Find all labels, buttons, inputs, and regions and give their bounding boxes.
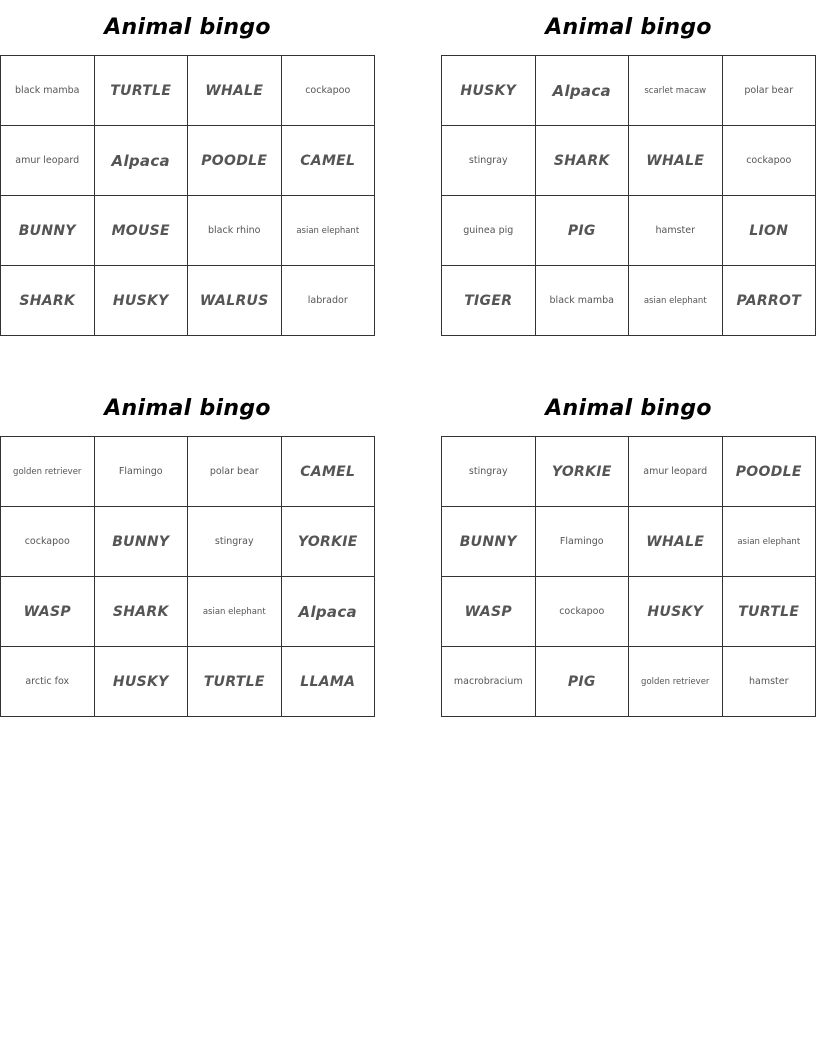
bingo-cell: HUSKY xyxy=(442,56,536,126)
bingo-cell: macrobracium xyxy=(442,647,536,717)
bingo-cell: hamster xyxy=(723,647,816,717)
card-title: Animal bingo xyxy=(545,396,712,421)
card-title: Animal bingo xyxy=(104,15,271,40)
bingo-grid xyxy=(441,436,816,717)
bingo-cell: CAMEL xyxy=(282,437,376,507)
bingo-cell: TIGER xyxy=(442,266,536,336)
bingo-cell: asian elephant xyxy=(282,196,376,266)
bingo-cell: black mamba xyxy=(1,56,95,126)
bingo-cell: stingray xyxy=(188,507,282,577)
bingo-cell: Alpaca xyxy=(536,56,630,126)
bingo-cell: arctic fox xyxy=(1,647,95,717)
bingo-cell: MOUSE xyxy=(95,196,189,266)
bingo-cell: golden retriever xyxy=(1,437,95,507)
bingo-cell: cockapoo xyxy=(282,56,376,126)
bingo-cell: PARROT xyxy=(723,266,816,336)
bingo-card-1 xyxy=(0,10,375,336)
bingo-cell: Flamingo xyxy=(95,437,189,507)
card-title: Animal bingo xyxy=(545,15,712,40)
bingo-cell: TURTLE xyxy=(95,56,189,126)
bingo-cell: polar bear xyxy=(723,56,816,126)
bingo-cell: cockapoo xyxy=(536,577,630,647)
bingo-cell: CAMEL xyxy=(282,126,376,196)
bingo-cell: stingray xyxy=(442,437,536,507)
bingo-cell: SHARK xyxy=(536,126,630,196)
bingo-cell: golden retriever xyxy=(629,647,723,717)
bingo-cell: asian elephant xyxy=(723,507,816,577)
bingo-cell: stingray xyxy=(442,126,536,196)
bingo-cell: WHALE xyxy=(188,56,282,126)
bingo-grid xyxy=(0,55,375,336)
bingo-cell: cockapoo xyxy=(1,507,95,577)
bingo-cell: guinea pig xyxy=(442,196,536,266)
bingo-cell: WASP xyxy=(442,577,536,647)
bingo-cell: BUNNY xyxy=(95,507,189,577)
bingo-cell: PIG xyxy=(536,196,630,266)
bingo-cell: WHALE xyxy=(629,126,723,196)
bingo-card-2 xyxy=(441,10,816,336)
bingo-cell: WALRUS xyxy=(188,266,282,336)
bingo-card-3 xyxy=(0,391,375,717)
bingo-cell: YORKIE xyxy=(282,507,376,577)
bingo-grid xyxy=(0,436,375,717)
card-title: Animal bingo xyxy=(104,396,271,421)
bingo-cell: HUSKY xyxy=(95,266,189,336)
bingo-cell: polar bear xyxy=(188,437,282,507)
bingo-cell: HUSKY xyxy=(629,577,723,647)
bingo-cell: WASP xyxy=(1,577,95,647)
bingo-cell: BUNNY xyxy=(442,507,536,577)
bingo-cell: cockapoo xyxy=(723,126,816,196)
bingo-cell: amur leopard xyxy=(629,437,723,507)
bingo-cell: SHARK xyxy=(1,266,95,336)
bingo-cell: Alpaca xyxy=(282,577,376,647)
bingo-cell: labrador xyxy=(282,266,376,336)
bingo-cell: amur leopard xyxy=(1,126,95,196)
bingo-cell: TURTLE xyxy=(188,647,282,717)
bingo-cell: asian elephant xyxy=(188,577,282,647)
bingo-cell: black rhino xyxy=(188,196,282,266)
bingo-cell: BUNNY xyxy=(1,196,95,266)
bingo-cell: Flamingo xyxy=(536,507,630,577)
bingo-cell: LLAMA xyxy=(282,647,376,717)
bingo-cell: black mamba xyxy=(536,266,630,336)
bingo-cell: Alpaca xyxy=(95,126,189,196)
bingo-cell: asian elephant xyxy=(629,266,723,336)
bingo-cell: LION xyxy=(723,196,816,266)
bingo-cell: HUSKY xyxy=(95,647,189,717)
bingo-cell: SHARK xyxy=(95,577,189,647)
bingo-cell: WHALE xyxy=(629,507,723,577)
bingo-cell: TURTLE xyxy=(723,577,816,647)
bingo-cell: POODLE xyxy=(723,437,816,507)
bingo-cell: YORKIE xyxy=(536,437,630,507)
bingo-cell: scarlet macaw xyxy=(629,56,723,126)
bingo-grid xyxy=(441,55,816,336)
bingo-cell: PIG xyxy=(536,647,630,717)
bingo-cell: POODLE xyxy=(188,126,282,196)
bingo-card-4 xyxy=(441,391,816,717)
bingo-cell: hamster xyxy=(629,196,723,266)
